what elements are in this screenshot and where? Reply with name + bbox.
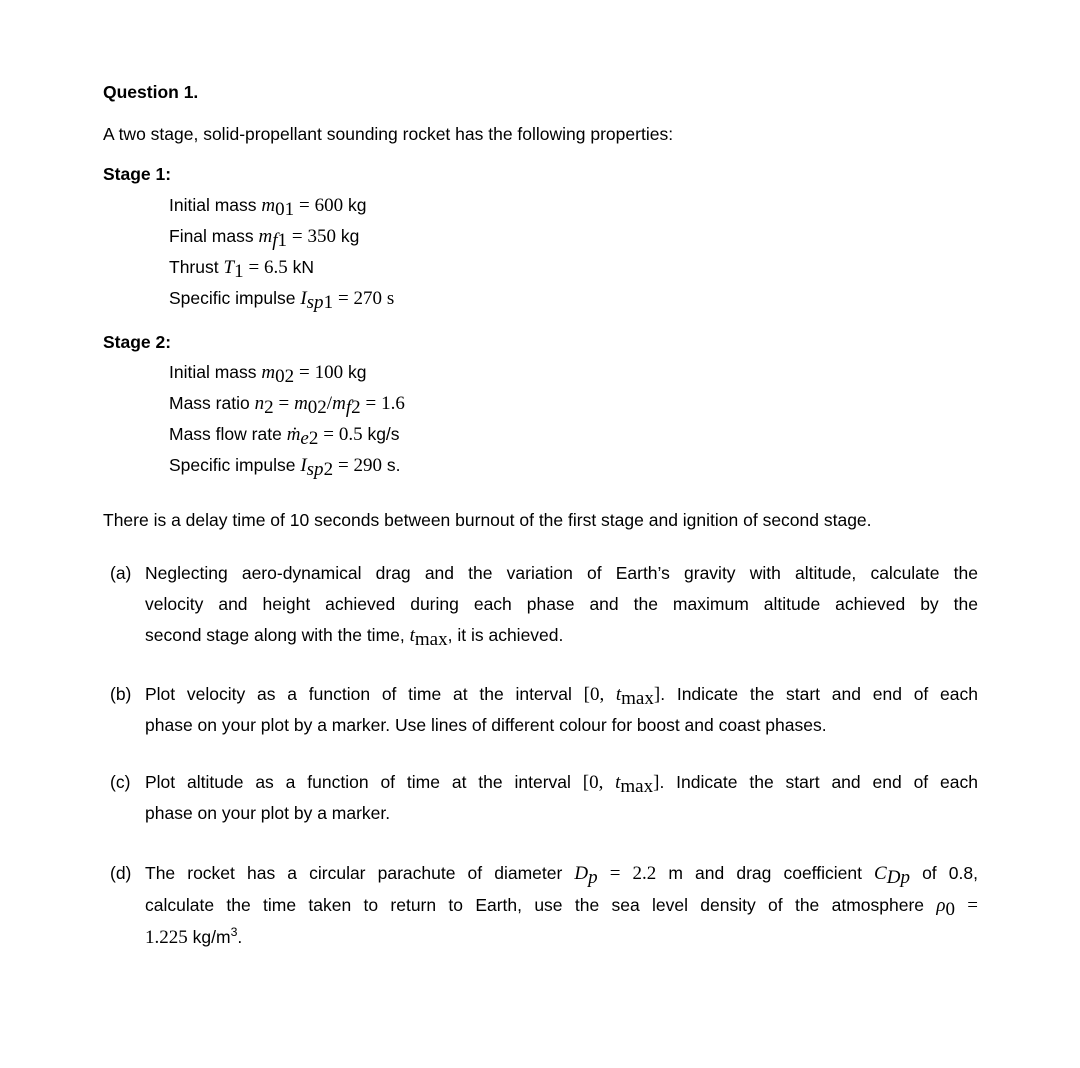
stage1-initial-mass-value: 600 bbox=[314, 195, 344, 216]
part-c-label: (c) bbox=[110, 772, 131, 792]
part-b-label: (b) bbox=[110, 684, 132, 704]
stage1-final-mass: Final mass $m_{f1} = 350$ kg bbox=[169, 226, 360, 251]
part-b-line1: Plot velocity as a function of time at the interval [0, $t_{max}$]. Indicate the start and end of each bbox=[145, 684, 978, 709]
stage1-final-mass-unit: kg bbox=[340, 226, 360, 246]
stage2-mass-ratio: Mass ratio $n_2 = m_{02}/m_{f2} = 1.6$ bbox=[169, 393, 405, 418]
intro-text: A two stage, solid-propellant sounding rocket has the following properties: bbox=[103, 124, 674, 144]
stage1-final-mass-value: 350 bbox=[307, 226, 336, 247]
stage2-isp: Specific impulse $I_{sp2} = 290$ s. bbox=[169, 455, 401, 480]
part-c-line1: Plot altitude as a function of time at the interval [0, $t_{max}$]. Indicate the start and end of each bbox=[145, 772, 978, 797]
part-d-density-unit: kg/m bbox=[192, 927, 231, 947]
stage2-isp-label: Specific impulse bbox=[169, 455, 296, 475]
part-b-line1-post: . Indicate the start and end of each bbox=[660, 684, 978, 704]
stage2-initial-mass: Initial mass $m_{02} = 100$ kg bbox=[169, 362, 367, 387]
stage1-initial-mass: Initial mass $m_{01} = 600$ kg bbox=[169, 195, 367, 220]
stage2-initial-mass-unit: kg bbox=[347, 362, 367, 382]
part-d-line1-post: of 0.8, bbox=[922, 863, 978, 883]
part-d-density-value: 1.225 bbox=[145, 927, 188, 948]
stage1-isp-label: Specific impulse bbox=[169, 288, 296, 308]
stage1-thrust-label: Thrust bbox=[169, 257, 219, 277]
stage2-heading: Stage 2: bbox=[103, 332, 172, 352]
stage1-initial-mass-unit: kg bbox=[347, 195, 367, 215]
part-d-line1-pre: The rocket has a circular parachute of diameter bbox=[145, 863, 563, 883]
part-d-diameter-value: 2.2 bbox=[632, 863, 657, 884]
stage1-heading: Stage 1: bbox=[103, 164, 172, 184]
part-d-line3-end: . bbox=[237, 927, 243, 947]
part-a-line3-pre: second stage along with the time, bbox=[145, 625, 405, 645]
delay-text: There is a delay time of 10 seconds between burnout of the first stage and ignition of second stage. bbox=[103, 510, 872, 530]
stage1-thrust-unit: kN bbox=[292, 257, 315, 277]
stage2-initial-mass-label: Initial mass bbox=[169, 362, 257, 382]
stage2-isp-unit: s. bbox=[386, 455, 401, 475]
part-d-label: (d) bbox=[110, 863, 132, 883]
stage2-initial-mass-value: 100 bbox=[314, 362, 344, 383]
part-d-line2-text: calculate the time taken to return to Earth, use the sea level density of the atmosphere bbox=[145, 895, 925, 915]
stage2-isp-value: 290 bbox=[353, 455, 383, 476]
stage2-mass-flow: Mass flow rate ṁ$_{e2}$ = 0.5 kg/s bbox=[169, 424, 400, 449]
stage1-thrust-value: 6.5 bbox=[264, 257, 288, 278]
part-b-line1-pre: Plot velocity as a function of time at the interval bbox=[145, 684, 572, 704]
part-c-line1-post: . Indicate the start and end of each bbox=[659, 772, 978, 792]
question-title: Question 1. bbox=[103, 82, 199, 102]
part-d-line1-mid: m and drag coefficient bbox=[668, 863, 862, 883]
part-a-line3: second stage along with the time, $t_{max}$, it is achieved. bbox=[145, 625, 564, 650]
stage1-final-mass-label: Final mass bbox=[169, 226, 254, 246]
part-d-line1: The rocket has a circular parachute of diameter $D_p = 2.2$ m and drag coefficient $C_{Dp}$ of 0.8, bbox=[145, 863, 978, 888]
stage2-mass-flow-value: 0.5 bbox=[338, 424, 363, 445]
part-d-line2: calculate the time taken to return to Earth, use the sea level density of the atmosphere $\rho_0$ = bbox=[145, 895, 978, 920]
part-b-line2: phase on your plot by a marker. Use lines of different colour for boost and coast phases. bbox=[145, 715, 827, 735]
part-c-line2: phase on your plot by a marker. bbox=[145, 803, 391, 823]
stage1-isp-unit: s bbox=[386, 288, 395, 309]
stage2-mass-flow-unit: kg/s bbox=[367, 424, 400, 444]
stage1-isp-value: 270 bbox=[353, 288, 383, 309]
part-a-line1: Neglecting aero-dynamical drag and the variation of Earth’s gravity with altitude, calculate the bbox=[145, 563, 978, 583]
part-a-line2: velocity and height achieved during each phase and the maximum altitude achieved by the bbox=[145, 594, 978, 614]
stage2-mass-ratio-value: 1.6 bbox=[381, 393, 405, 414]
part-d-line3: 1.225 $kg/m^3$. bbox=[145, 925, 243, 948]
stage2-mass-flow-label: Mass flow rate bbox=[169, 424, 282, 444]
stage1-isp: Specific impulse $I_{sp1} = 270$ s bbox=[169, 288, 395, 313]
stage1-initial-mass-label: Initial mass bbox=[169, 195, 257, 215]
part-c-line1-pre: Plot altitude as a function of time at the interval bbox=[145, 772, 571, 792]
stage1-thrust: Thrust $T_1 = 6.5$ kN bbox=[169, 257, 315, 282]
stage2-mass-ratio-label: Mass ratio bbox=[169, 393, 250, 413]
part-a-label: (a) bbox=[110, 563, 132, 583]
part-a-line3-post: , it is achieved. bbox=[447, 625, 564, 645]
